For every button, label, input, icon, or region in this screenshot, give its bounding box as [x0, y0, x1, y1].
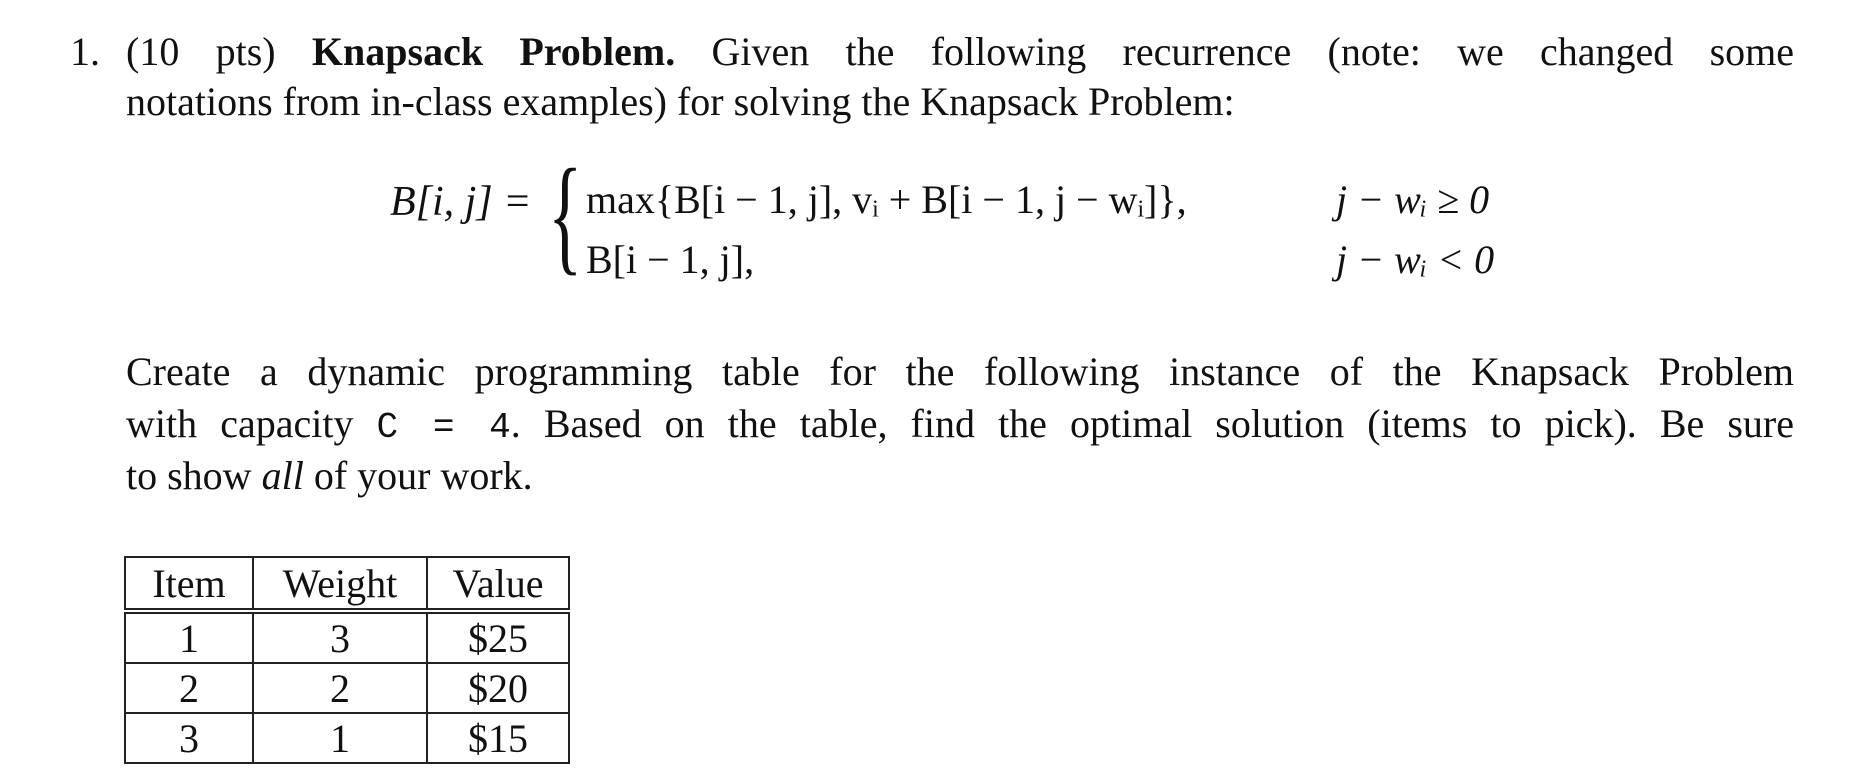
question-intro-line-1: [126, 28, 1794, 75]
instructions-text: with capacity: [126, 401, 354, 446]
table-cell-value: $20: [427, 663, 569, 713]
table-cell-item: 2: [125, 663, 253, 713]
instructions-line-2: [126, 400, 1794, 448]
table-cell-item: 1: [125, 611, 253, 663]
table-row: [125, 663, 569, 713]
table-cell-value: $25: [427, 611, 569, 663]
equation-condition-1: j − wᵢ ≥ 0: [1336, 177, 1490, 222]
instructions-text: . Based on the table, find the optimal solution (items to pick). Be sure: [510, 401, 1795, 446]
table-row: [125, 611, 569, 663]
capacity-code: C = 4: [376, 407, 511, 448]
question-number: 1.: [70, 29, 100, 74]
table-row: [125, 713, 569, 763]
equation-case-2: B[i − 1, j],: [586, 237, 755, 282]
table-cell-value: $15: [427, 713, 569, 763]
equation-lhs: B[i, j] =: [390, 179, 532, 225]
instructions-line-3: [126, 452, 533, 499]
question-title: Knapsack Problem.: [311, 29, 676, 74]
table-cell-weight: 3: [253, 611, 427, 663]
equation-case-1: max{B[i − 1, j], vᵢ + B[i − 1, j − wᵢ]},: [586, 177, 1187, 222]
left-brace-icon: {: [548, 143, 583, 287]
column-header-item: Item: [125, 557, 253, 611]
table-cell-weight: 1: [253, 713, 427, 763]
question-intro-line-2: notations from in-class examples) for solving the Knapsack Problem:: [126, 79, 1235, 124]
knapsack-items-table: [124, 556, 570, 764]
emphasis-all: all: [261, 453, 304, 498]
column-header-weight: Weight: [253, 557, 427, 611]
question-intro-text: Given the following recurrence (note: we changed some: [711, 29, 1795, 74]
instructions-text: to show: [126, 453, 252, 498]
instructions-line-1: Create a dynamic programming table for the following instance of the Knapsack Problem: [126, 349, 1794, 394]
equation-condition-2: j − wᵢ < 0: [1336, 237, 1495, 282]
table-cell-weight: 2: [253, 663, 427, 713]
column-header-value: Value: [427, 557, 569, 611]
table-cell-item: 3: [125, 713, 253, 763]
table-header-row: [125, 557, 569, 611]
question-points: (10 pts): [126, 29, 276, 74]
instructions-text: of your work.: [313, 453, 533, 498]
